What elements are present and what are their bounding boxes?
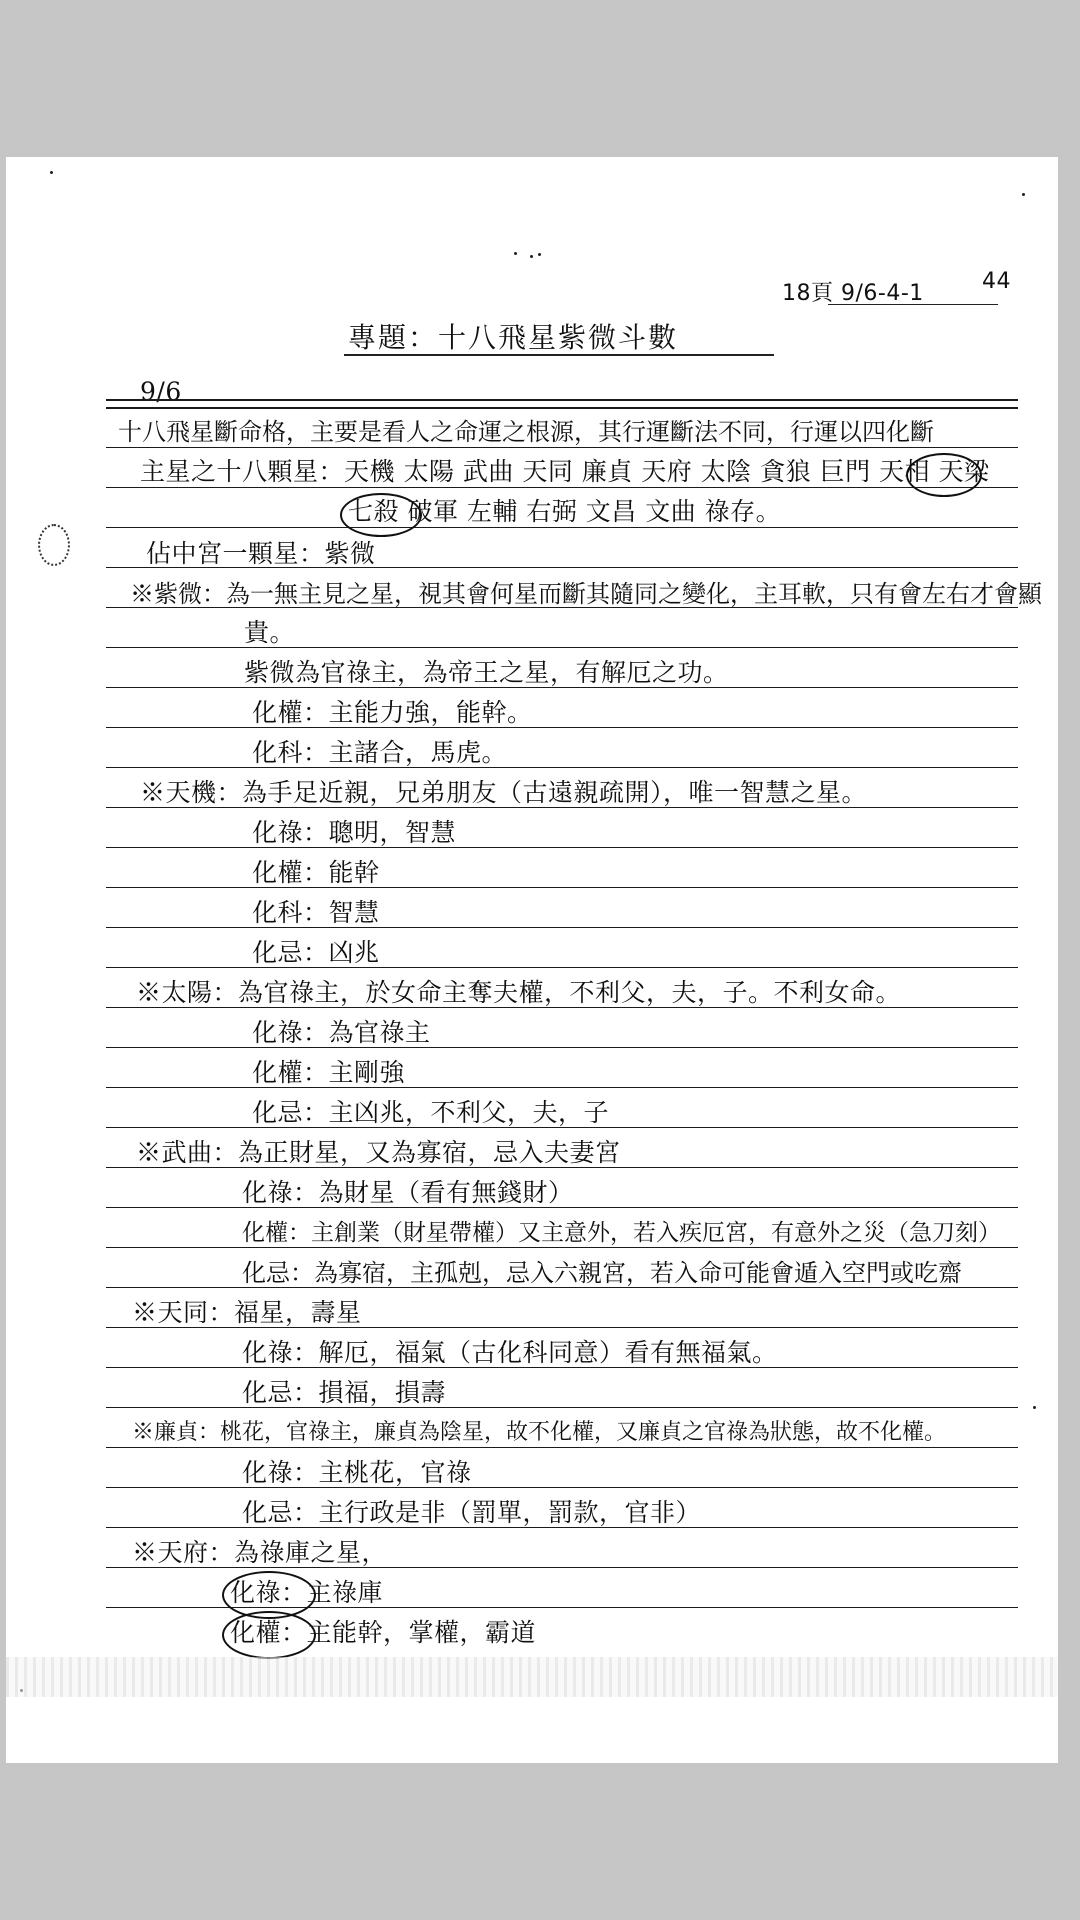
note-line: ※天機：為手足近親，兄弟朋友（古遠親疏開），唯一智慧之星。 xyxy=(140,778,868,807)
ruled-line xyxy=(106,887,1018,888)
note-line: 化權：主能幹，掌權，霸道 xyxy=(230,1618,537,1647)
note-line: 化忌：主行政是非（罰單，罰款，官非） xyxy=(242,1498,702,1527)
ruled-line xyxy=(106,527,1018,528)
note-line: 化權：能幹 xyxy=(252,858,380,887)
circle-mark xyxy=(906,453,982,497)
note-line: 化權：主創業（財星帶權）又主意外，若入疾厄宮，有意外之災（急刀刻） xyxy=(242,1220,1001,1246)
note-line: 化忌：損福，損壽 xyxy=(242,1378,447,1407)
note-line: ※武曲：為正財星，又為寡宿，忌入夫妻宮 xyxy=(136,1138,621,1167)
note-line: 化祿：聰明，智慧 xyxy=(252,818,457,847)
reference-underline xyxy=(828,304,998,305)
note-line: ※紫微：為一無主見之星，視其會何星而斷其隨同之變化，主耳軟，只有會左右才會顯 xyxy=(130,580,1042,608)
scan-speck xyxy=(538,253,541,256)
ruled-line xyxy=(106,1087,1018,1088)
scan-speck xyxy=(530,255,533,258)
note-line: 紫微為官祿主，為帝王之星，有解厄之功。 xyxy=(244,658,729,687)
note-line: ※天府：為祿庫之星， xyxy=(132,1538,388,1567)
ruled-line xyxy=(106,727,1018,728)
ruled-line xyxy=(106,399,1018,401)
note-line: 貴。 xyxy=(244,618,296,647)
ruled-line xyxy=(106,487,1018,488)
entry-date: 9/6 xyxy=(140,377,182,406)
reference-code: 18頁 9/6-4-1 xyxy=(782,281,924,306)
note-line: 佔中宮一顆星：紫微 xyxy=(146,539,376,568)
ruled-line xyxy=(106,447,1018,448)
scan-speck xyxy=(1022,193,1025,196)
note-line: 化科：主諸合，馬虎。 xyxy=(252,738,508,767)
page-title: 專題：十八飛星紫微斗數 xyxy=(348,321,679,354)
circle-mark xyxy=(340,493,422,537)
note-line: ※太陽：為官祿主，於女命主奪夫權，不利父，夫，子。不利女命。 xyxy=(136,978,902,1007)
ruled-line xyxy=(106,967,1018,968)
note-line: 七殺 破軍 左輔 右弼 文昌 文曲 祿存。 xyxy=(348,497,782,526)
note-line: 化祿：主桃花，官祿 xyxy=(242,1458,472,1487)
scan-speck xyxy=(50,171,53,174)
note-line: ※天同：福星，壽星 xyxy=(132,1298,362,1327)
ruled-line xyxy=(106,407,1018,409)
note-line: 化權：主能力強，能幹。 xyxy=(252,698,533,727)
ruled-line xyxy=(106,767,1018,768)
scan-speck xyxy=(1033,1406,1036,1409)
note-line: 化忌：為寡宿，主孤剋，忌入六親宮，若入命可能會遁入空門或吃齋 xyxy=(242,1259,962,1287)
ruled-line xyxy=(106,847,1018,848)
note-line: 化祿：解厄，福氣（古化科同意）看有無福氣。 xyxy=(242,1338,778,1367)
title-underline xyxy=(344,354,774,356)
scan-speck xyxy=(514,252,517,255)
note-line: 十八飛星斷命格，主要是看人之命運之根源，其行運斷法不同，行運以四化斷 xyxy=(118,418,934,446)
circle-mark xyxy=(222,1611,316,1659)
note-line: 化權：主剛強 xyxy=(252,1058,406,1087)
note-line: 化忌：主凶兆，不利父，夫，子 xyxy=(252,1098,610,1127)
scan-artifact xyxy=(6,1657,1058,1697)
ruled-line xyxy=(106,927,1018,928)
note-line: ※廉貞：桃花，官祿主，廉貞為陰星，故不化權，又廉貞之官祿為狀態，故不化權。 xyxy=(132,1420,947,1445)
ruled-line xyxy=(106,1047,1018,1048)
note-line: 化祿：為財星（看有無錢財） xyxy=(242,1178,574,1207)
note-line: 化忌：凶兆 xyxy=(252,938,380,967)
note-line: 化祿：為官祿主 xyxy=(252,1018,431,1047)
page-number: 44 xyxy=(982,269,1011,294)
binding-hole-mark xyxy=(38,524,70,566)
scanned-notebook-page xyxy=(6,157,1058,1763)
ruled-line xyxy=(106,647,1018,648)
note-line: 化科：智慧 xyxy=(252,898,380,927)
note-line: 主星之十八顆星：天機 太陽 武曲 天同 廉貞 天府 太陰 貪狼 巨門 天相 天梁 xyxy=(140,457,990,486)
note-line: 化祿：主祿庫 xyxy=(230,1578,384,1607)
